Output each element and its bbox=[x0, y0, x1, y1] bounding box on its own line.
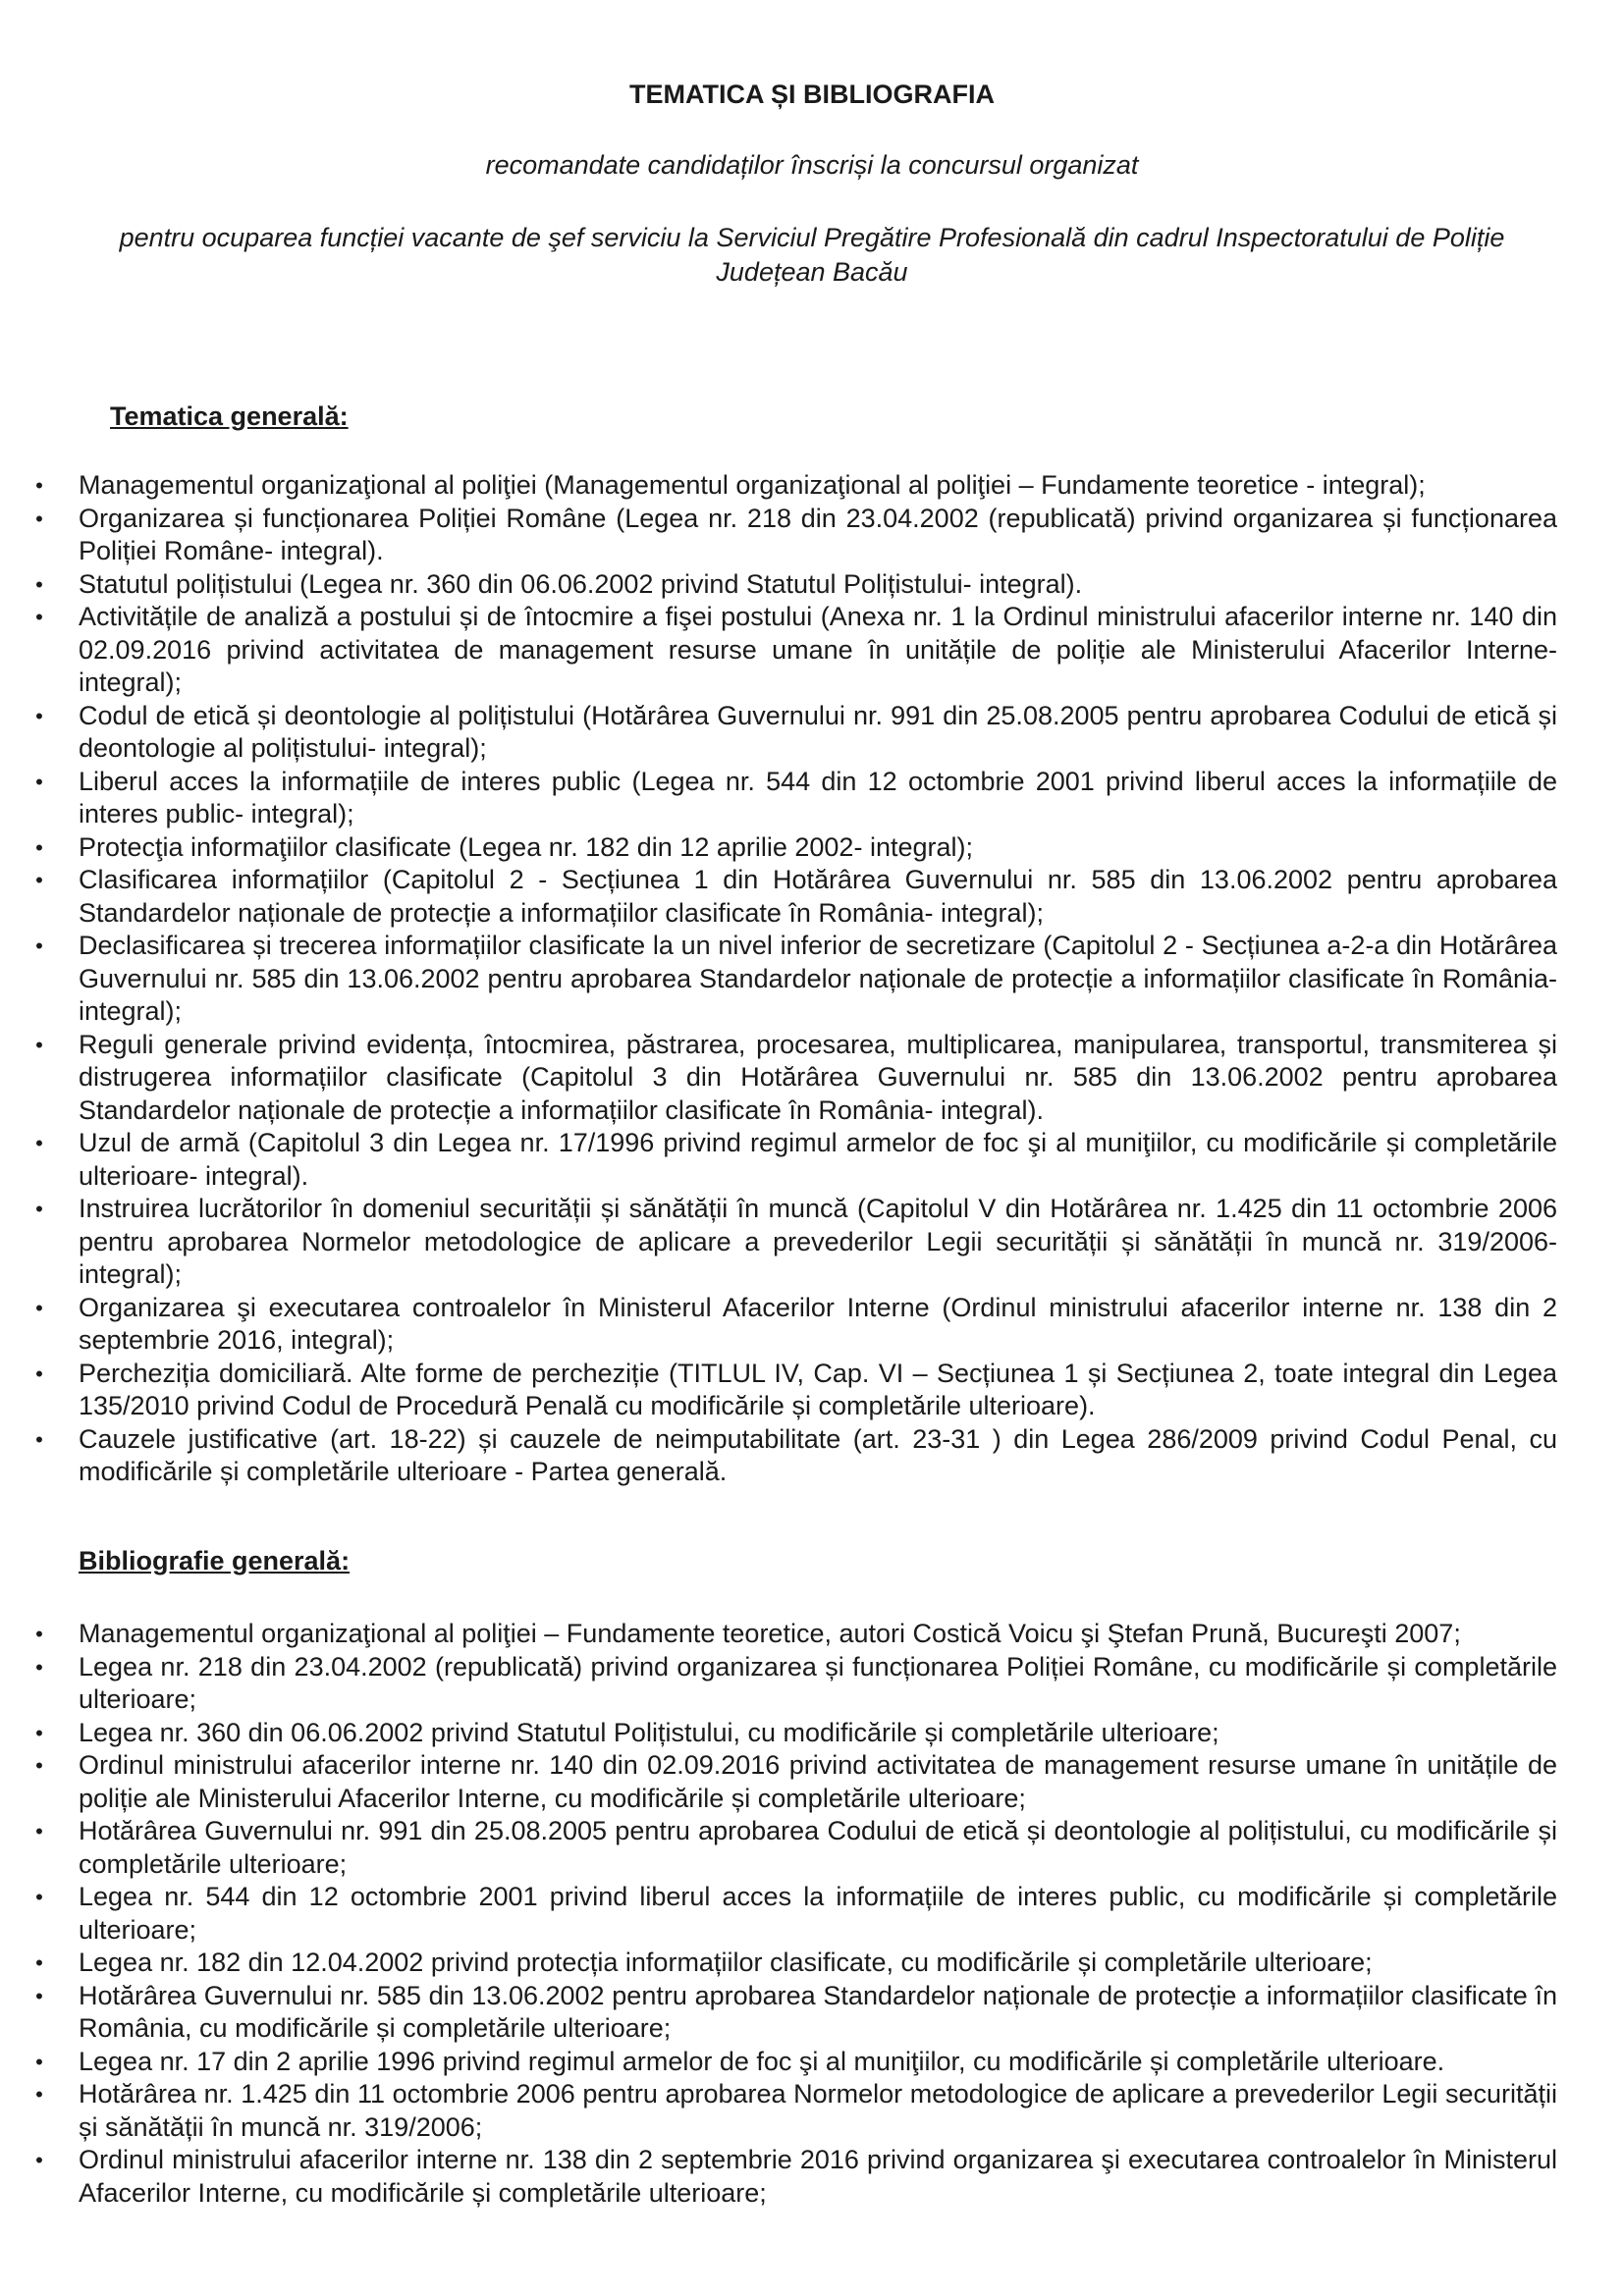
tematica-list-item bbox=[0, 568, 1624, 602]
list-item-text: Legea nr. 544 din 12 octombrie 2001 privind liberul acces la informațiile de interes public, cu modificările și completările ulterioare; bbox=[79, 1882, 1557, 1945]
document-subtitle-position: pentru ocuparea funcției vacante de şef serviciu la Serviciul Pregătire Profesională din cadrul Inspectoratului de Poliție Județean Bacău bbox=[119, 223, 1505, 287]
list-item-text: Managementul organizaţional al poliţiei (Managementul organizaţional al poliţiei – Fundamente teoretice - integral); bbox=[79, 470, 1426, 500]
bullet-icon: • bbox=[35, 2049, 43, 2074]
tematica-list-item bbox=[0, 503, 1624, 568]
section-heading-bibliografie: Bibliografie generală: bbox=[79, 1546, 351, 1575]
bullet-icon: • bbox=[35, 703, 43, 728]
bullet-icon: • bbox=[35, 1032, 43, 1057]
tematica-list-item bbox=[0, 1292, 1624, 1358]
tematica-list-item bbox=[0, 1029, 1624, 1128]
bullet-icon: • bbox=[35, 1361, 43, 1386]
bibliografie-list-item bbox=[0, 1651, 1624, 1717]
bullet-icon: • bbox=[35, 1983, 43, 2008]
list-item-text: Organizarea și funcționarea Poliției Române (Legea nr. 218 din 23.04.2002 (republicată) privind organizarea și funcționarea Poliției Române- integral). bbox=[79, 503, 1557, 565]
bullet-icon: • bbox=[35, 605, 43, 629]
list-item-text: Instruirea lucrătorilor în domeniul securității și sănătății în muncă (Capitolul V din Hotărârea nr. 1.425 din 11 octombrie 2006 pentru aprobarea Normelor metodologice de aplicare a prevederilor Legii securității și sănătății în muncă nr. 319/2006- integral); bbox=[79, 1194, 1557, 1289]
bullet-icon: • bbox=[35, 1819, 43, 1843]
list-item-text: Ordinul ministrului afacerilor interne nr. 138 din 2 septembrie 2016 privind organizarea şi executarea controalelor în Ministerul Afacerilor Interne, cu modificările și completările ulterioare; bbox=[79, 2145, 1557, 2208]
tematica-list-item bbox=[0, 831, 1624, 865]
tematica-list-item bbox=[0, 601, 1624, 700]
list-item-text: Reguli generale privind evidența, întocmirea, păstrarea, procesarea, multiplicarea, manipularea, transportul, transmiterea și distrugerea informațiilor clasificate (Capitolul 3 din Hotărârea Guvernului nr. 585 din 13.06.2002 pentru aprobarea Standardelor naționale de protecție a informațiilor clasificate în România- integral). bbox=[79, 1029, 1557, 1125]
list-item-text: Cauzele justificative (art. 18-22) și cauzele de neimputabilitate (art. 23-31 ) din Legea 286/2009 privind Codul Penal, cu modificările și completările ulterioare - Partea generală. bbox=[79, 1423, 1557, 1486]
bullet-icon: • bbox=[35, 1654, 43, 1680]
list-item-text: Hotărârea Guvernului nr. 585 din 13.06.2002 pentru aprobarea Standardelor naționale de protecție a informațiilor clasificate în România, cu modificările și completările ulterioare; bbox=[79, 1980, 1557, 2043]
bibliografie-list-item bbox=[0, 1980, 1624, 2046]
list-item-text: Hotărârea Guvernului nr. 991 din 25.08.2005 pentru aprobarea Codului de etică și deontologie al polițistului, cu modificările și completările ulterioare; bbox=[79, 1816, 1557, 1879]
list-item-text: Activitățile de analiză a postului și de întocmire a fişei postului (Anexa nr. 1 la Ordinul ministrului afacerilor interne nr. 140 din 02.09.2016 privind activitatea de management resurse umane în unitățile de poliție ale Ministerului Afacerilor Interne- integral); bbox=[79, 602, 1557, 697]
section-heading-tematica: Tematica generală: bbox=[110, 401, 349, 431]
list-item-text: Clasificarea informațiilor (Capitolul 2 - Secțiunea 1 din Hotărârea Guvernului nr. 585 din 13.06.2002 pentru aprobarea Standardelor naționale de protecție a informațiilor clasificate în România- integral); bbox=[79, 865, 1557, 928]
bibliografie-list-item bbox=[0, 2144, 1624, 2210]
tematica-list-item bbox=[0, 469, 1624, 503]
bullet-icon: • bbox=[35, 1753, 43, 1778]
tematica-list-item bbox=[0, 864, 1624, 930]
bullet-icon: • bbox=[35, 1720, 43, 1745]
bullet-icon: • bbox=[35, 834, 43, 860]
bibliografie-list-item bbox=[0, 1815, 1624, 1881]
tematica-list bbox=[0, 469, 1624, 1489]
bibliografie-list bbox=[0, 1618, 1624, 2210]
bullet-icon: • bbox=[35, 1295, 43, 1320]
tematica-list-item bbox=[0, 700, 1624, 766]
list-item-text: Legea nr. 360 din 06.06.2002 privind Statutul Polițistului, cu modificările și completările ulterioare; bbox=[79, 1717, 1219, 1747]
bullet-icon: • bbox=[35, 868, 43, 892]
bullet-icon: • bbox=[35, 1622, 43, 1646]
tematica-list-item bbox=[0, 766, 1624, 831]
bullet-icon: • bbox=[35, 1950, 43, 1975]
bullet-icon: • bbox=[35, 506, 43, 531]
list-item-text: Statutul polițistului (Legea nr. 360 din 06.06.2002 privind Statutul Polițistului- integral). bbox=[79, 568, 1083, 599]
bibliografie-list-item bbox=[0, 2046, 1624, 2079]
tematica-list-item bbox=[0, 930, 1624, 1029]
bullet-icon: • bbox=[35, 934, 43, 958]
bibliografie-list-item bbox=[0, 1717, 1624, 1750]
list-item-text: Percheziția domiciliară. Alte forme de percheziție (TITLUL IV, Cap. VI – Secțiunea 1 și Secțiunea 2, toate integral din Legea 135/2010 privind Codul de Procedură Penală cu modificările și completările ulterioare). bbox=[79, 1358, 1557, 1420]
bullet-icon: • bbox=[35, 473, 43, 498]
tematica-list-item bbox=[0, 1423, 1624, 1489]
bullet-icon: • bbox=[35, 1197, 43, 1221]
bullet-icon: • bbox=[35, 2082, 43, 2107]
tematica-list-item bbox=[0, 1193, 1624, 1292]
bullet-icon: • bbox=[35, 571, 43, 597]
bullet-icon: • bbox=[35, 1131, 43, 1155]
document-title: TEMATICA ȘI BIBLIOGRAFIA bbox=[629, 80, 995, 109]
list-item-text: Ordinul ministrului afacerilor interne nr. 140 din 02.09.2016 privind activitatea de management resurse umane în unitățile de poliție ale Ministerului Afacerilor Interne, cu modificările și completările ulterioare; bbox=[79, 1750, 1557, 1813]
bullet-icon: • bbox=[35, 1885, 43, 1909]
list-item-text: Uzul de armă (Capitolul 3 din Legea nr. 17/1996 privind regimul armelor de foc şi al muniţiilor, cu modificările și completările ulterioare- integral). bbox=[79, 1128, 1557, 1191]
bullet-icon: • bbox=[35, 769, 43, 794]
tematica-list-item bbox=[0, 1127, 1624, 1193]
bibliografie-list-item bbox=[0, 1881, 1624, 1947]
list-item-text: Codul de etică și deontologie al polițistului (Hotărârea Guvernului nr. 991 din 25.08.2005 pentru aprobarea Codului de etică și deontologie al polițistului- integral); bbox=[79, 700, 1557, 763]
document-subtitle: recomandate candidaților înscriși la concursul organizat bbox=[485, 150, 1139, 180]
list-item-text: Legea nr. 218 din 23.04.2002 (republicată) privind organizarea și funcționarea Poliției Române, cu modificările și completările ulterioare; bbox=[79, 1651, 1557, 1714]
list-item-text: Declasificarea și trecerea informațiilor clasificate la un nivel inferior de secretizare (Capitolul 2 - Secțiunea a-2-a din Hotărârea Guvernului nr. 585 din 13.06.2002 pentru aprobarea Standardelor naționale de protecție a informațiilor clasificate în România- integral); bbox=[79, 931, 1557, 1026]
bibliografie-list-item bbox=[0, 1749, 1624, 1815]
list-item-text: Liberul acces la informațiile de interes public (Legea nr. 544 din 12 octombrie 2001 privind liberul acces la informațiile de interes public- integral); bbox=[79, 766, 1557, 828]
list-item-text: Managementul organizaţional al poliţiei – Fundamente teoretice, autori Costică Voicu şi Ştefan Prună, Bucureşti 2007; bbox=[79, 1619, 1461, 1648]
tematica-list-item bbox=[0, 1358, 1624, 1423]
list-item-text: Hotărârea nr. 1.425 din 11 octombrie 2006 pentru aprobarea Normelor metodologice de aplicare a prevederilor Legii securității și sănătății în muncă nr. 319/2006; bbox=[79, 2079, 1557, 2142]
bibliografie-list-item bbox=[0, 1618, 1624, 1651]
bibliografie-list-item bbox=[0, 2078, 1624, 2144]
bullet-icon: • bbox=[35, 1426, 43, 1452]
list-item-text: Protecţia informaţiilor clasificate (Legea nr. 182 din 12 aprilie 2002- integral); bbox=[79, 831, 973, 862]
list-item-text: Legea nr. 17 din 2 aprilie 1996 privind regimul armelor de foc şi al muniţiilor, cu modificările și completările ulterioare. bbox=[79, 2046, 1445, 2076]
bibliografie-list-item bbox=[0, 1947, 1624, 1980]
list-item-text: Legea nr. 182 din 12.04.2002 privind protecția informațiilor clasificate, cu modificările și completările ulterioare; bbox=[79, 1948, 1373, 1977]
bullet-icon: • bbox=[35, 2148, 43, 2172]
list-item-text: Organizarea şi executarea controalelor în Ministerul Afacerilor Interne (Ordinul ministrului afacerilor interne nr. 138 din 2 septembrie 2016, integral); bbox=[79, 1292, 1557, 1355]
